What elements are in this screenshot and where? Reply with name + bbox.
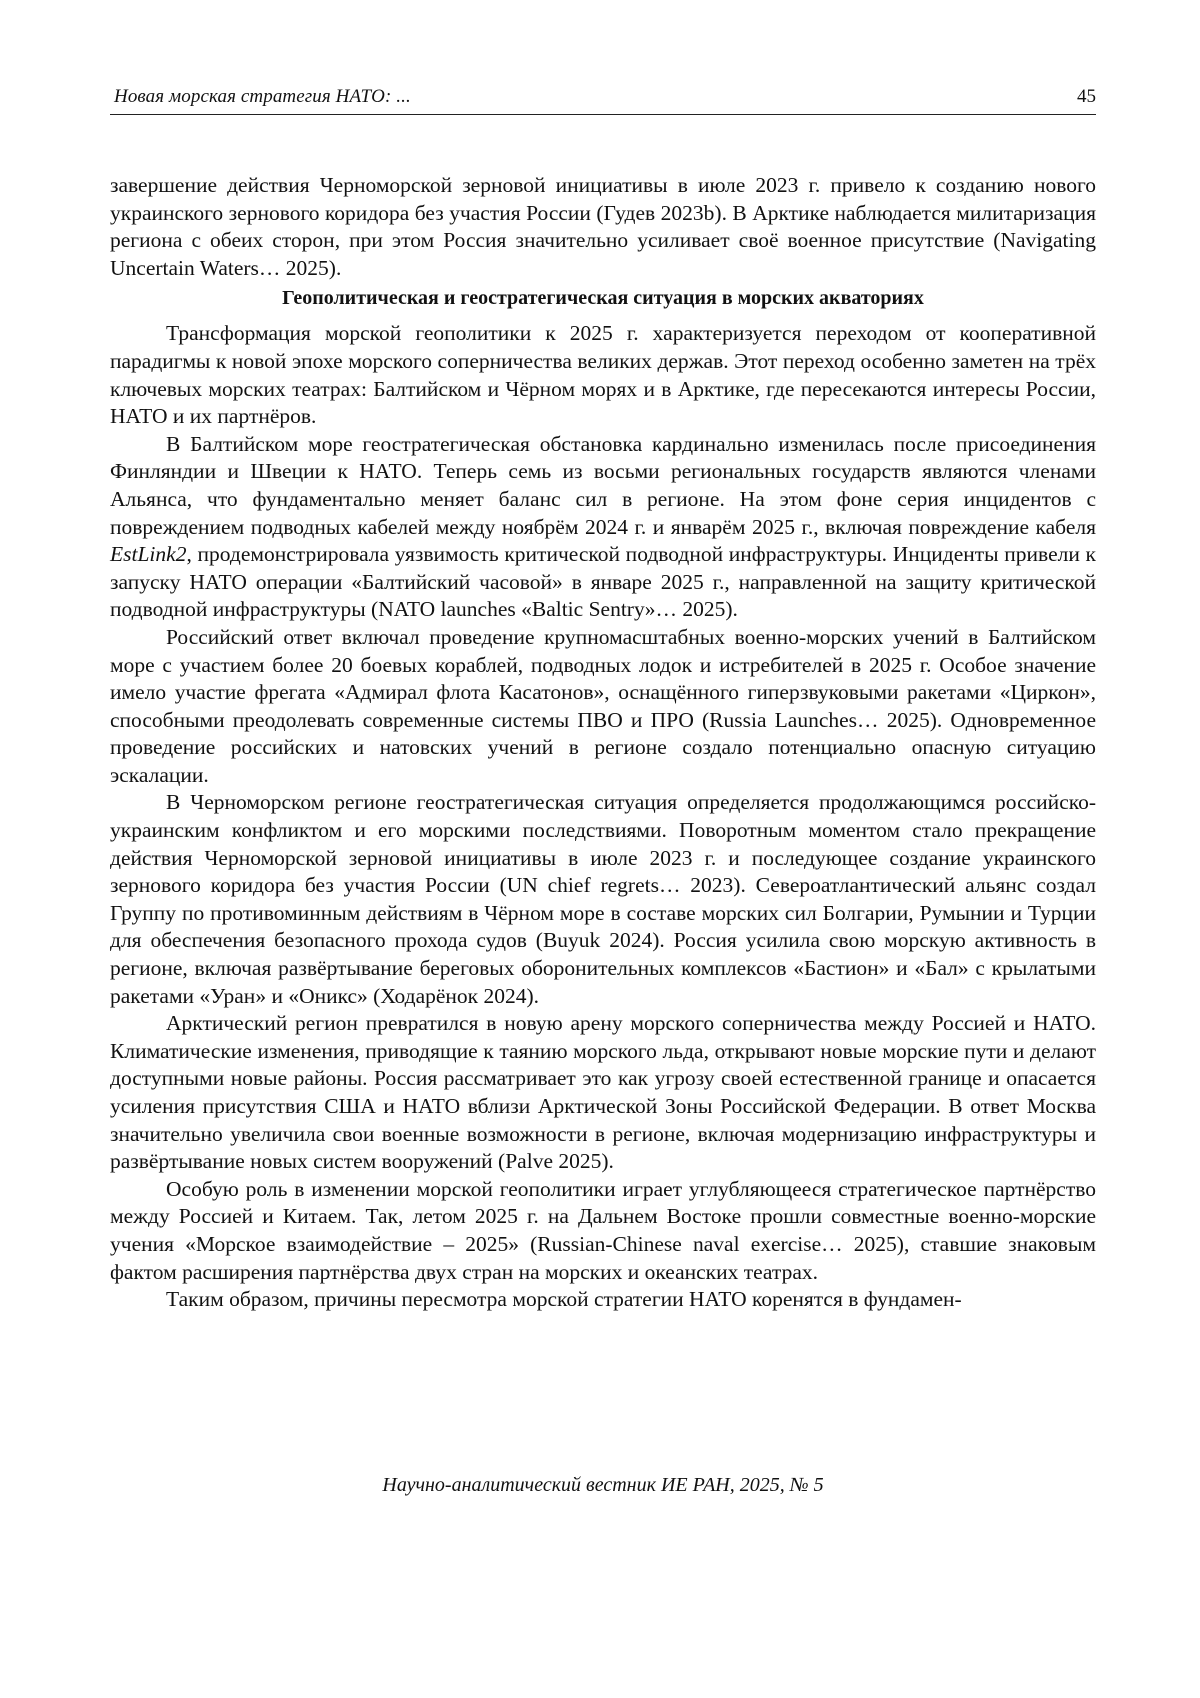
paragraph-maritime-geopolitics: Трансформация морской геополитики к 2025 г. характеризуется переходом от кооперативной парадигмы к новой эпохе морского соперничества великих держав. Этот переход особенно заметен на трёх ключевых морских театрах: Балтийском и Чёрном морях и в Арктике, где пересекаются интересы России, НАТО и их партнёров.	[110, 321, 1096, 429]
paragraph-russian-response: Российский ответ включал проведение крупномасштабных военно-морских учений в Балтийском море с участием более 20 боевых кораблей, подводных лодок и истребителей в 2025 г. Особое значение имело участие фрегата «Адмирал флота Касатонов», оснащённого гиперзвуковыми ракетами «Циркон», способными преодолевать современные системы ПВО и ПРО (Russia Launches… 2025). Одновременное проведение российских и натовских учений в регионе создало потенциально опасную ситуацию эскалации.	[110, 624, 1096, 787]
intro-paragraph: завершение действия Черноморской зерновой инициативы в июле 2023 г. привело к созданию нового украинского зернового коридора без участия России (Гудев 2023b). В Арктике наблюдается милитаризация региона с обеих сторон, при этом Россия значительно усиливает своё военное присутствие (Navigating Uncertain Waters… 2025).	[110, 173, 1096, 280]
paragraph-black-sea: В Черноморском регионе геостратегическая ситуация определяется продолжающимся российско-украинским конфликтом и его морскими последствиями. Поворотным моментом стало прекращение действия Черноморской зерновой инициативы в июле 2023 г. и последующее создание украинского зернового коридора без участия России (UN chief regrets… 2023). Североатлантический альянс создал Группу по противоминным действиям в Чёрном море в составе морских сил Болгарии, Румынии и Турции для обеспечения безопасного прохода судов (Buyuk 2024). Россия усилила свою морскую активность в регионе, включая развёртывание береговых оборонительных комплексов «Бастион» и «Бал» с крылатыми ракетами «Уран» и «Оникс» (Ходарёнок 2024).	[110, 790, 1096, 1008]
section-heading: Геополитическая и геостратегическая ситуация в морских акваториях	[282, 287, 924, 310]
cable-name: EstLink2	[110, 542, 187, 567]
paragraph-russia-china: Особую роль в изменении морской геополитики играет углубляющееся стратегическое партнёрство между Россией и Китаем. Так, летом 2025 г. на Дальнем Востоке прошли совместные военно-морские учения «Морское взаимодействие – 2025» (Russian-Chinese naval exercise… 2025), ставшие знаковым фактом расширения партнёрства двух стран на морских и океанских театрах.	[110, 1176, 1096, 1284]
page-number: 45	[1077, 86, 1096, 107]
paragraph-arctic: Арктический регион превратился в новую арену морского соперничества между Россией и НАТО. Климатические изменения, приводящие к таянию морского льда, открывают новые морские пути и делают доступными новые районы. Россия рассматривает это как угрозу своей естественной границе и опасается усиления присутствия США и НАТО вблизи Арктической Зоны Российской Федерации. В ответ Москва значительно увеличила свои военные возможности в регионе, включая модернизацию инфраструктуры и развёртывание новых систем вооружений (Palve 2025).	[110, 1011, 1096, 1174]
article-body	[110, 172, 1096, 1314]
baltic-text-start: В Балтийском море геостратегическая обстановка кардинально изменилась после присоединения Финляндии и Швеции к НАТО. Теперь семь из восьми региональных государств являются членами Альянса, что фундаментально меняет баланс сил в регионе. На этом фоне серия инцидентов с повреждением подводных кабелей между ноябрём 2024 г. и январём 2025 г., включая повреждение кабеля	[110, 431, 1096, 539]
paragraph-baltic-sea	[110, 431, 1096, 624]
baltic-text-end: , продемонстрировала уязвимость критической подводной инфраструктуры. Инциденты привели к запуску НАТО операции «Балтийский часовой» в январе 2025 г., направленной на защиту критической подводной инфраструктуры (NATO launches «Baltic Sentry»… 2025).	[110, 542, 1096, 622]
paragraph-conclusion: Таким образом, причины пересмотра морской стратегии НАТО коренятся в фундамен-	[166, 1287, 962, 1312]
document-page	[110, 0, 1096, 1698]
running-title: Новая морская стратегия НАТО: ...	[114, 86, 411, 107]
running-footer: Научно-аналитический вестник ИЕ РАН, 2025, № 5	[382, 1474, 824, 1496]
running-header	[110, 84, 1096, 115]
